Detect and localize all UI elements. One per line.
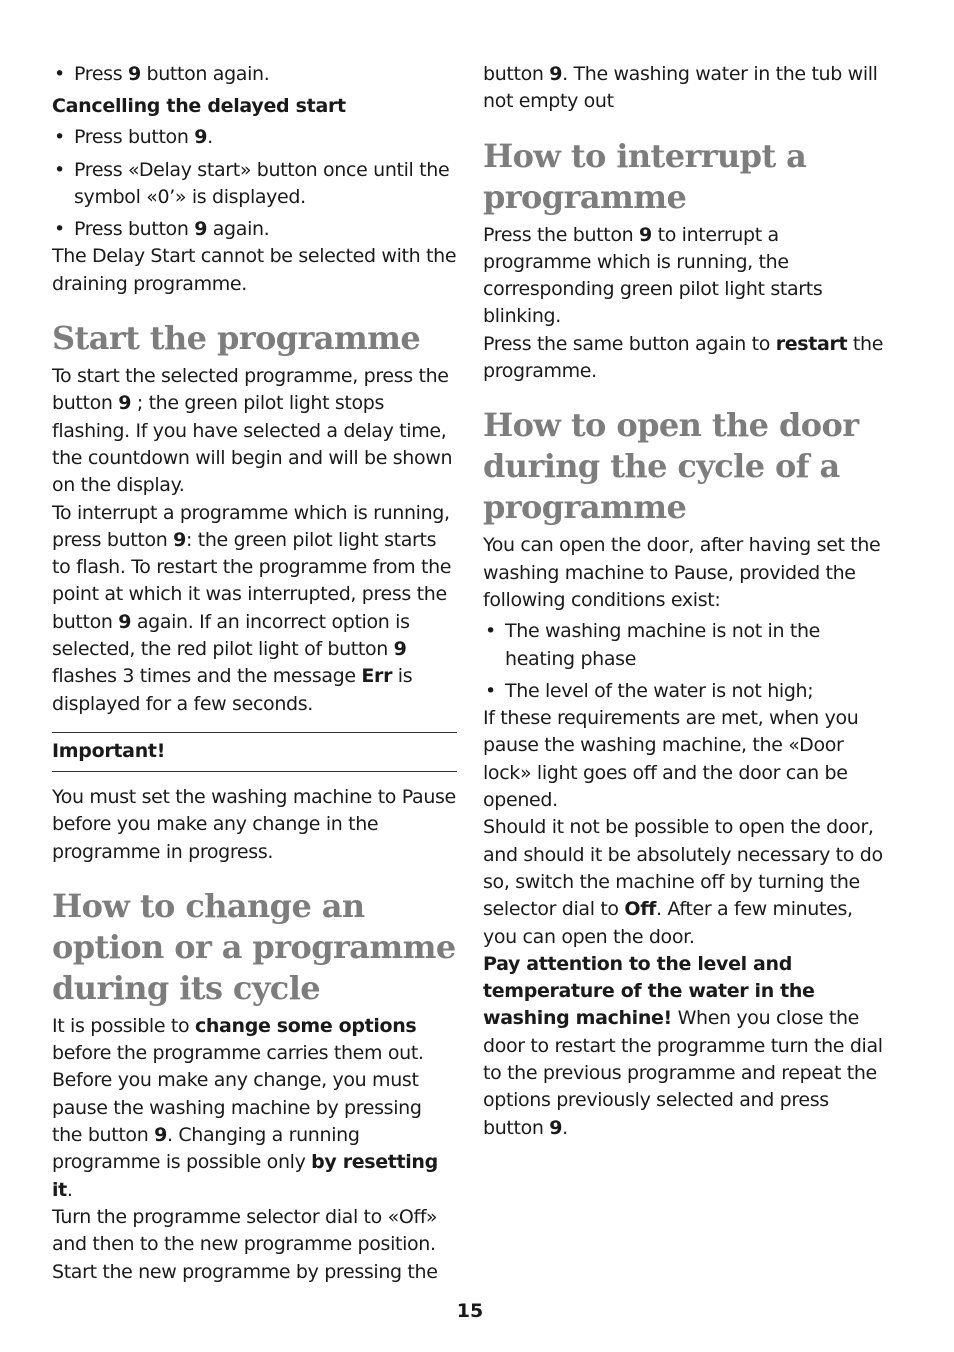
right-column [483,61,891,1142]
door-paragraph-2: If these requirements are met, when you pause the washing machine, the «Door lock» light goes off and the door can be opened. [483,707,859,812]
important-text: You must set the washing machine to Pause before you make any change in the programme in progress. [52,785,456,863]
list-item: • Press button 9. [52,124,457,151]
change-option-heading: How to change an option or a programme during its cycle [52,886,456,1007]
change-paragraph-1: It is possible to change some options before the programme carries them out. Before you make any change, you must pause the washing machine by pressing the button 9. Changing a running programme is possible only by resetting it. [52,1014,438,1201]
cancel-bullet-list [52,124,457,243]
door-paragraph-1: You can open the door, after having set the washing machine to Pause, provided the following conditions exist: [483,534,881,611]
important-label: Important! [52,739,166,762]
list-item: • The washing machine is not in the heating phase [483,618,891,673]
door-paragraph-4: Pay attention to the level and temperature of the water in the washing machine! When you close the door to restart the programme turn the dial to the previous programme and repeat the options previously selected and press button 9. [483,952,883,1139]
door-conditions-list [483,618,891,705]
door-paragraph-3: Should it not be possible to open the door, and should it be absolutely necessary to do so, switch the machine off by turning the selector dial to Off. After a few minutes, you can open the door. [483,816,883,948]
cancel-note: The Delay Start cannot be selected with the draining programme. [52,245,457,295]
continued-paragraph: button 9. The washing water in the tub will not empty out [483,63,878,113]
change-paragraph-2: Turn the programme selector dial to «Off» and then to the new programme position. Start the new programme by pressing the [52,1205,438,1283]
open-door-heading: How to open the door during the cycle of a programme [483,406,859,527]
start-programme-heading: Start the programme [52,319,421,358]
cancel-delayed-start-heading: Cancelling the delayed start [52,95,346,118]
page-number: 15 [456,1300,484,1322]
left-column [52,61,457,1286]
list-item: • Press button 9 again. [52,216,457,243]
intro-bullet-list [52,61,457,88]
interrupt-paragraph-2: Press the same button again to restart the programme. [483,332,884,383]
start-paragraph-2: To interrupt a programme which is running, press button 9: the green pilot light starts to flash. To restart the programme from the point at which it was interrupted, press the button 9 again. If an incorrect option is selected, the red pilot light of button 9 flashes 3 times and the message Err is displayed for a few seconds. [52,501,452,715]
start-paragraph-1: To start the selected programme, press the button 9 ; the green pilot light stops flashing. If you have selected a delay time, the countdown will begin and will be shown on the display. [52,365,453,497]
list-item: • The level of the water is not high; [483,678,891,705]
list-item: • Press «Delay start» button once until the symbol «0’» is displayed. [52,157,457,212]
list-item: • Press 9 button again. [52,61,457,88]
interrupt-programme-heading: How to interrupt a programme [483,136,807,216]
interrupt-paragraph-1: Press the button 9 to interrupt a programme which is running, the corresponding green pilot light starts blinking. [483,223,823,328]
